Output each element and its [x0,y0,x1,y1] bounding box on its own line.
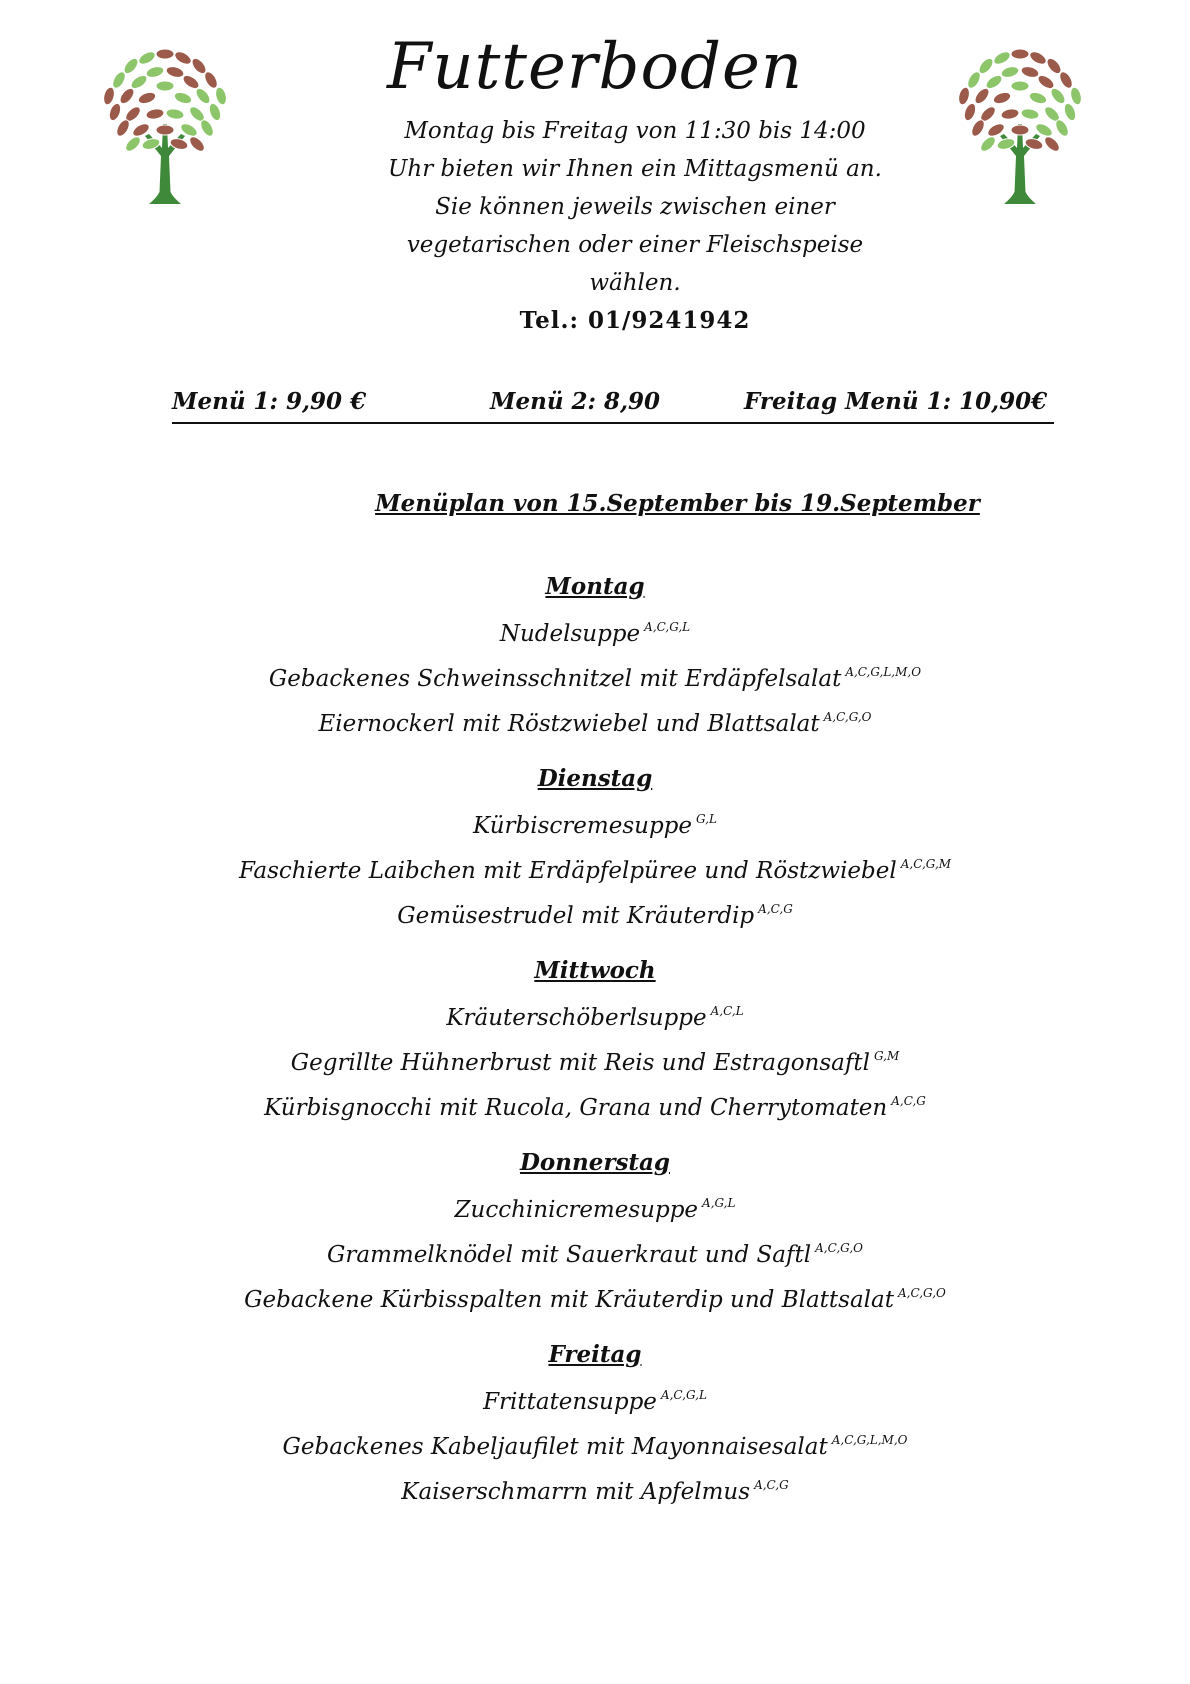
tree-leaf [123,134,143,154]
day-name: Freitag [548,1341,642,1368]
price-menu-2: Menü 2: 8,90 [490,388,661,415]
dish-item: Grammelknödel mit Sauerkraut und Saftl $^{A,C,G,O}$ [327,1241,863,1268]
page-title: Futterboden [386,30,804,104]
allergen-codes: A,C,G,O [815,1241,863,1255]
day-section-dienstag [0,760,1190,935]
day-section-montag [0,568,1190,743]
intro-text [345,112,925,340]
tree-leaf [978,134,998,154]
tree-leaf [1062,102,1078,122]
tree-leaf [145,108,164,121]
allergen-codes: A,C,G,L,M,O [831,1433,908,1447]
allergen-codes: A,C,G [754,1478,789,1492]
phone-number: Tel.: 01/9241942 [519,307,751,334]
tree-leaf [1020,108,1039,121]
tree-leaf [1042,134,1062,154]
allergen-codes: G,L [696,812,717,826]
dish-item: Kräuterschöberlsuppe $^{A,C,L}$ [446,1004,744,1031]
tree-leaf [962,102,978,122]
price-bar [172,388,1054,424]
tree-leaf [1000,108,1019,121]
dish-item: Frittatensuppe $^{A,C,G,L}$ [483,1388,707,1415]
allergen-codes: A,C,G,M [900,857,952,871]
dish-item: Zucchinicremesuppe $^{A,G,L}$ [454,1196,736,1223]
allergen-codes: A,C,G,O [898,1286,946,1300]
price-menu-1: Menü 1: 9,90 € [172,388,367,415]
tree-leaf [156,125,174,135]
intro-line: wählen. [589,270,681,296]
dish-item: Nudelsuppe $^{A,C,G,L}$ [499,620,691,647]
tree-roots [149,186,181,204]
allergen-codes: A,C,G [891,1094,926,1108]
intro-line: Uhr bieten wir Ihnen ein Mittagsmenü an. [388,156,882,182]
tree-leaf [107,102,123,122]
dish-item: Kürbiscremesuppe $^{G,L}$ [473,812,717,839]
day-name: Mittwoch [534,957,656,984]
day-name: Dienstag [537,765,653,792]
tree-leaf [1011,125,1029,135]
day-section-freitag [0,1336,1190,1511]
dish-item: Gebackenes Kabeljaufilet mit Mayonnaisesalat $^{A,C,G,L,M,O}$ [282,1433,908,1460]
day-section-donnerstag [0,1144,1190,1319]
dish-item: Kürbisgnocchi mit Rucola, Grana und Cherrytomaten $^{A,C,G}$ [264,1094,926,1121]
allergen-codes: A,C,G,L [644,620,691,634]
tree-roots [1004,186,1036,204]
day-name: Donnerstag [519,1149,671,1176]
day-name: Montag [545,573,645,600]
dish-item: Gegrillte Hühnerbrust mit Reis und Estragonsaftl $^{G,M}$ [290,1049,900,1076]
allergen-codes: A,G,L [702,1196,736,1210]
dish-item: Gemüsestrudel mit Kräuterdip $^{A,C,G}$ [397,902,793,929]
allergen-codes: A,C,G [758,902,793,916]
intro-line: Montag bis Freitag von 11:30 bis 14:00 [404,118,866,144]
dish-item: Kaiserschmarrn mit Apfelmus $^{A,C,G}$ [401,1478,789,1505]
intro-line: vegetarischen oder einer Fleischspeise [406,232,864,258]
allergen-codes: A,C,G,L,M,O [845,665,922,679]
tree-leaf [165,108,184,121]
allergen-codes: A,C,G,O [823,710,872,724]
menu-plan-title: Menüplan von 15.September bis 19.September [375,490,980,517]
tree-leaf [207,102,223,122]
price-friday-menu-1: Freitag Menü 1: 10,90€ [744,388,1048,415]
dish-item: Eiernockerl mit Röstzwiebel und Blattsalat $^{A,C,G,O}$ [318,710,872,737]
allergen-codes: A,C,L [710,1004,744,1018]
allergen-codes: A,C,G,L [660,1388,707,1402]
day-section-mittwoch [0,952,1190,1127]
tree-leaf [187,134,207,154]
dish-item: Faschierte Laibchen mit Erdäpfelpüree und Röstzwiebel $^{A,C,G,M}$ [238,857,952,884]
dish-item: Gebackenes Schweinsschnitzel mit Erdäpfelsalat $^{A,C,G,L,M,O}$ [268,665,922,692]
dish-item: Gebackene Kürbisspalten mit Kräuterdip und Blattsalat $^{A,C,G,O}$ [244,1286,946,1313]
allergen-codes: G,M [874,1049,900,1063]
intro-line: Sie können jeweils zwischen einer [435,194,835,220]
